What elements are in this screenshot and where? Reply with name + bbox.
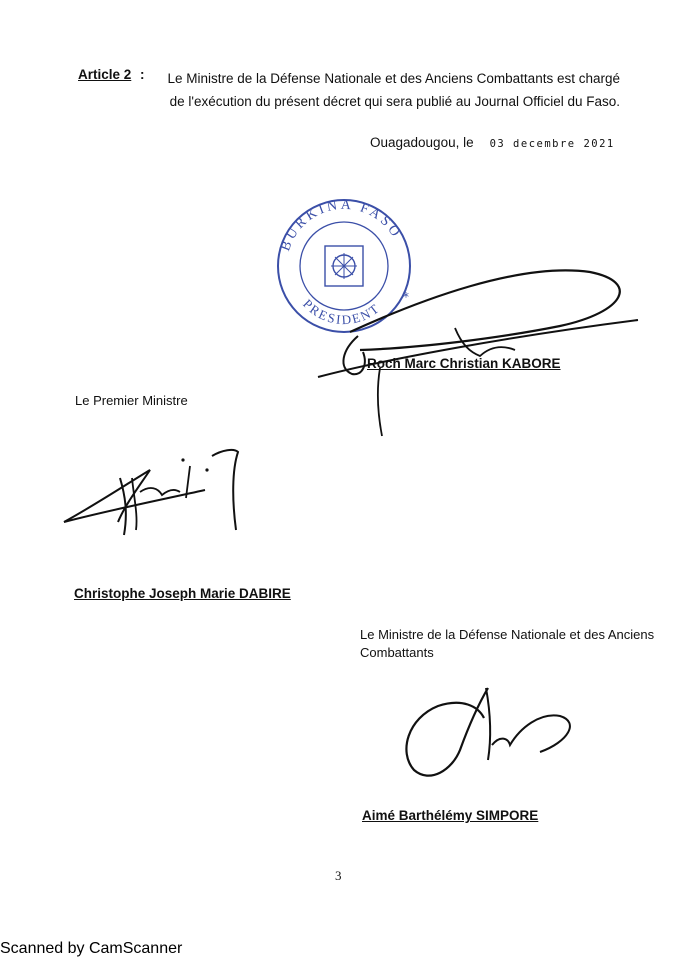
article-colon: : xyxy=(140,67,145,82)
page-number: 3 xyxy=(335,868,342,883)
prime-minister-name: Christophe Joseph Marie DABIRE xyxy=(74,586,291,601)
seal-top-text: BURKINA FASO xyxy=(278,197,405,254)
date-place: Ouagadougou, le xyxy=(370,135,474,150)
svg-text:*: * xyxy=(403,290,409,304)
date-stamp: 03 decembre 2021 xyxy=(489,138,615,150)
article-label: Article 2 xyxy=(78,67,132,82)
defense-minister-name: Aimé Barthélémy SIMPORE xyxy=(362,808,539,823)
president-name: Roch Marc Christian KABORE xyxy=(367,356,561,371)
article-body: Le Ministre de la Défense Nationale et des Anciens Combattants est chargé de l'exécution du présent décret qui sera publié au Journal Officiel du Faso. xyxy=(167,71,620,109)
seal-bottom-text: PRESIDENT xyxy=(300,296,383,328)
prime-minister-title: Le Premier Ministre xyxy=(75,393,188,408)
scanner-watermark: Scanned by CamScanner xyxy=(0,940,183,957)
defense-minister-title: Le Ministre de la Défense Nationale et des Anciens Combattants xyxy=(360,627,655,660)
